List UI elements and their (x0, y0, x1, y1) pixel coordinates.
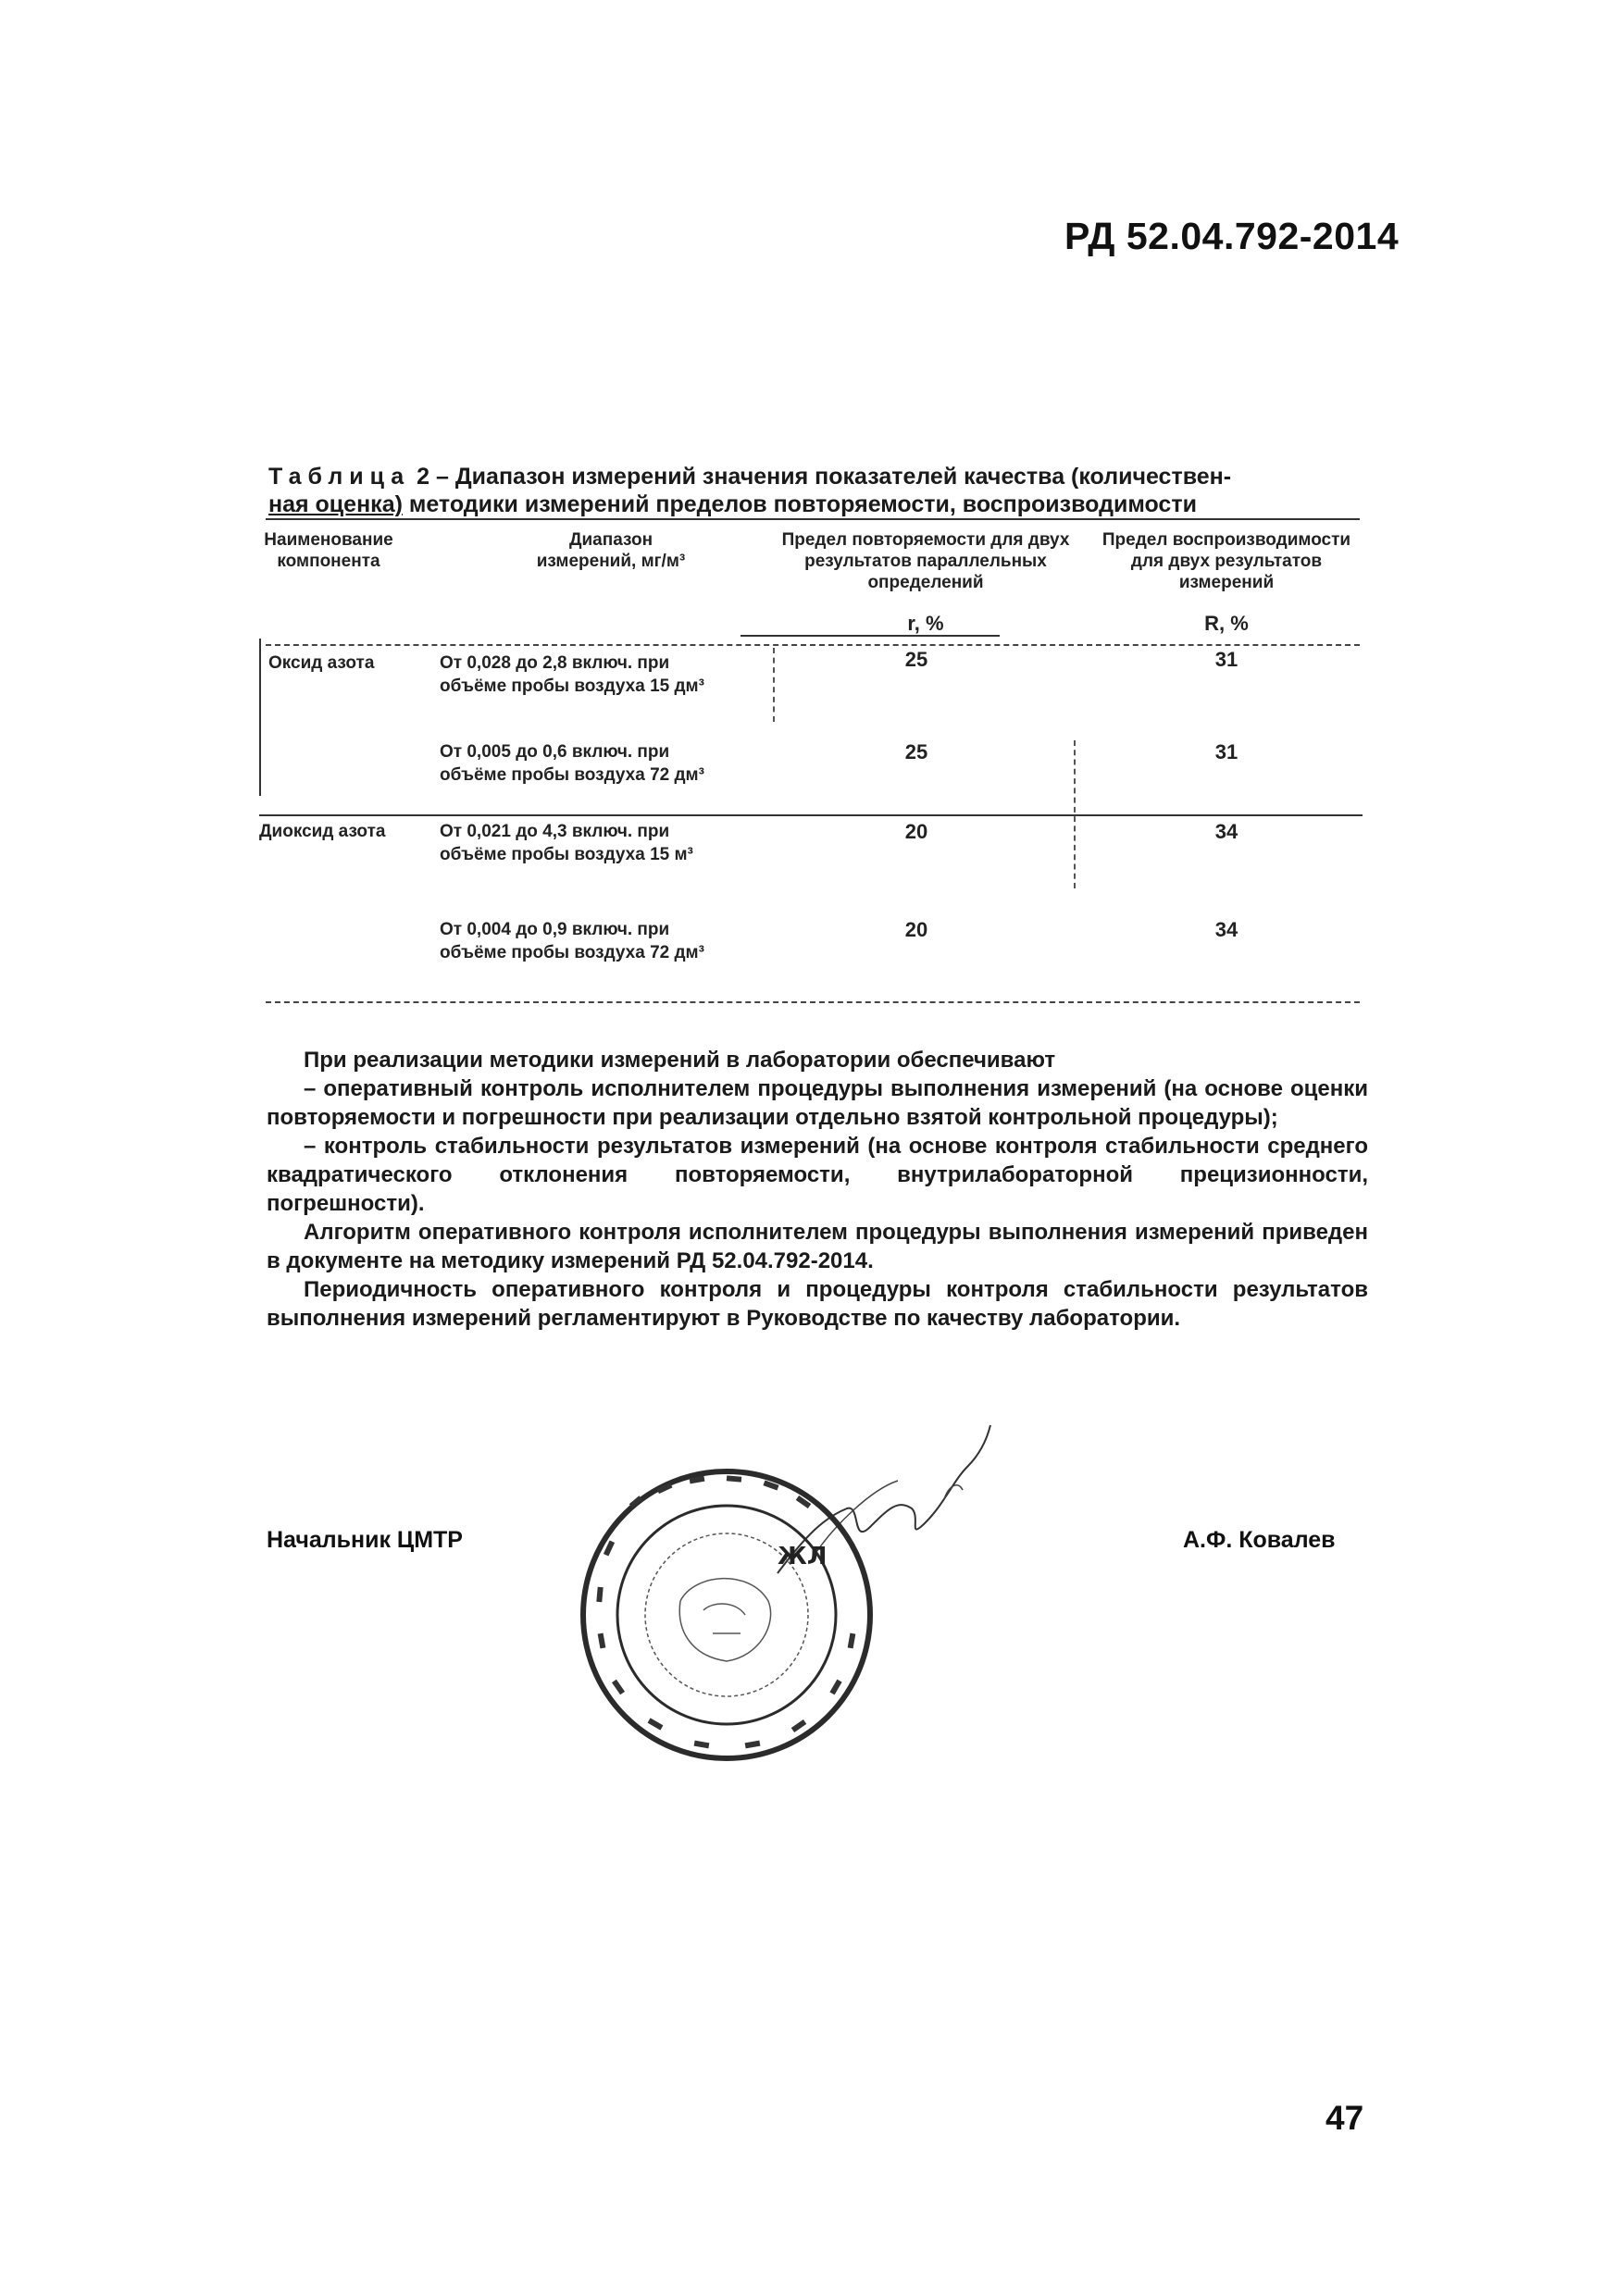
paragraph-1: При реализации методики измерений в лаборатории обеспечивают (304, 1048, 1056, 1073)
signatory-position: Начальник ЦМТР (267, 1527, 463, 1553)
row4-r-value: 20 (904, 918, 928, 941)
paragraph-3: – контроль стабильности результатов измерений (на основе контроля стабильности среднего квадратического отклонения повторяемости, внутрилабораторной прецизионности, погрешности). (267, 1134, 1368, 1216)
table-left-edge (259, 639, 261, 796)
paragraph-5: Периодичность оперативного контроля и процедуры контроля стабильности результатов выполнения измерений регламентируют в Руководстве по качеству лаборатории. (267, 1277, 1368, 1331)
body-text (267, 1046, 1368, 1333)
paragraph-2: – оперативный контроль исполнителем процедуры выполнения измерений (на основе оценки повторяемости и погрешности при реализации отдельно взятой контрольной процедуры); (267, 1076, 1368, 1130)
header-bottom-rule (266, 644, 1360, 646)
column-separator-1 (773, 648, 775, 722)
header-reproducibility-symbol: R, % (1204, 612, 1249, 635)
row1-range: От 0,028 до 2,8 включ. при объёме пробы воздуха 15 дм³ (440, 653, 704, 696)
row3-range: От 0,021 до 4,3 включ. при объёме пробы воздуха 15 м³ (440, 822, 693, 864)
table-top-rule (266, 518, 1360, 520)
header-repeatability: Предел повторяемости для двух результатов параллельных определений (781, 530, 1070, 592)
document-code: РД 52.04.792-2014 (1064, 215, 1400, 257)
header-range: Диапазон измерений, мг/м³ (536, 530, 686, 571)
table-caption-line1: 2 – Диапазон измерений значения показателей качества (количествен- (417, 464, 1232, 490)
row2-range: От 0,005 до 0,6 включ. при объёме пробы воздуха 72 дм³ (440, 742, 704, 785)
row2-R-value: 31 (1214, 740, 1238, 763)
table-caption-lead: Таблица (268, 464, 411, 490)
row1-r-value: 25 (904, 648, 928, 671)
signatory-name: А.Ф. Ковалев (1183, 1527, 1336, 1553)
header-repeatability-symbol: r, % (907, 612, 944, 635)
table-caption-line2: методики измерений пределов повторяемости, воспроизводимости (402, 491, 1197, 517)
row1-R-value: 31 (1214, 648, 1238, 671)
row3-R-value: 34 (1214, 820, 1238, 843)
header-reproducibility: Предел воспроизводимости для двух результатов измерений (1101, 530, 1351, 592)
row1-component: Оксид азота (268, 653, 375, 673)
table-caption-line2-underlined: ная оценка) (268, 491, 403, 517)
page-number: 47 (1326, 2099, 1364, 2137)
group-separator-rule (259, 814, 1363, 816)
column-separator-2 (1074, 740, 1076, 888)
stamp-center-text: ЖЛ (778, 1543, 828, 1570)
round-stamp (574, 1462, 879, 1768)
header-component: Наименование компонента (264, 530, 393, 571)
paragraph-4: Алгоритм оперативного контроля исполнителем процедуры выполнения измерений приведен в документе на методику измерений РД 52.04.792-2014. (267, 1220, 1368, 1273)
row3-r-value: 20 (904, 820, 928, 843)
row4-R-value: 34 (1214, 918, 1238, 941)
header-rule-r (741, 635, 1000, 637)
row4-range: От 0,004 до 0,9 включ. при объёме пробы воздуха 72 дм³ (440, 920, 704, 962)
row3-component: Диоксид азота (259, 822, 386, 841)
table-bottom-rule (266, 1001, 1360, 1003)
row2-r-value: 25 (904, 740, 928, 763)
table-caption (268, 463, 1365, 518)
